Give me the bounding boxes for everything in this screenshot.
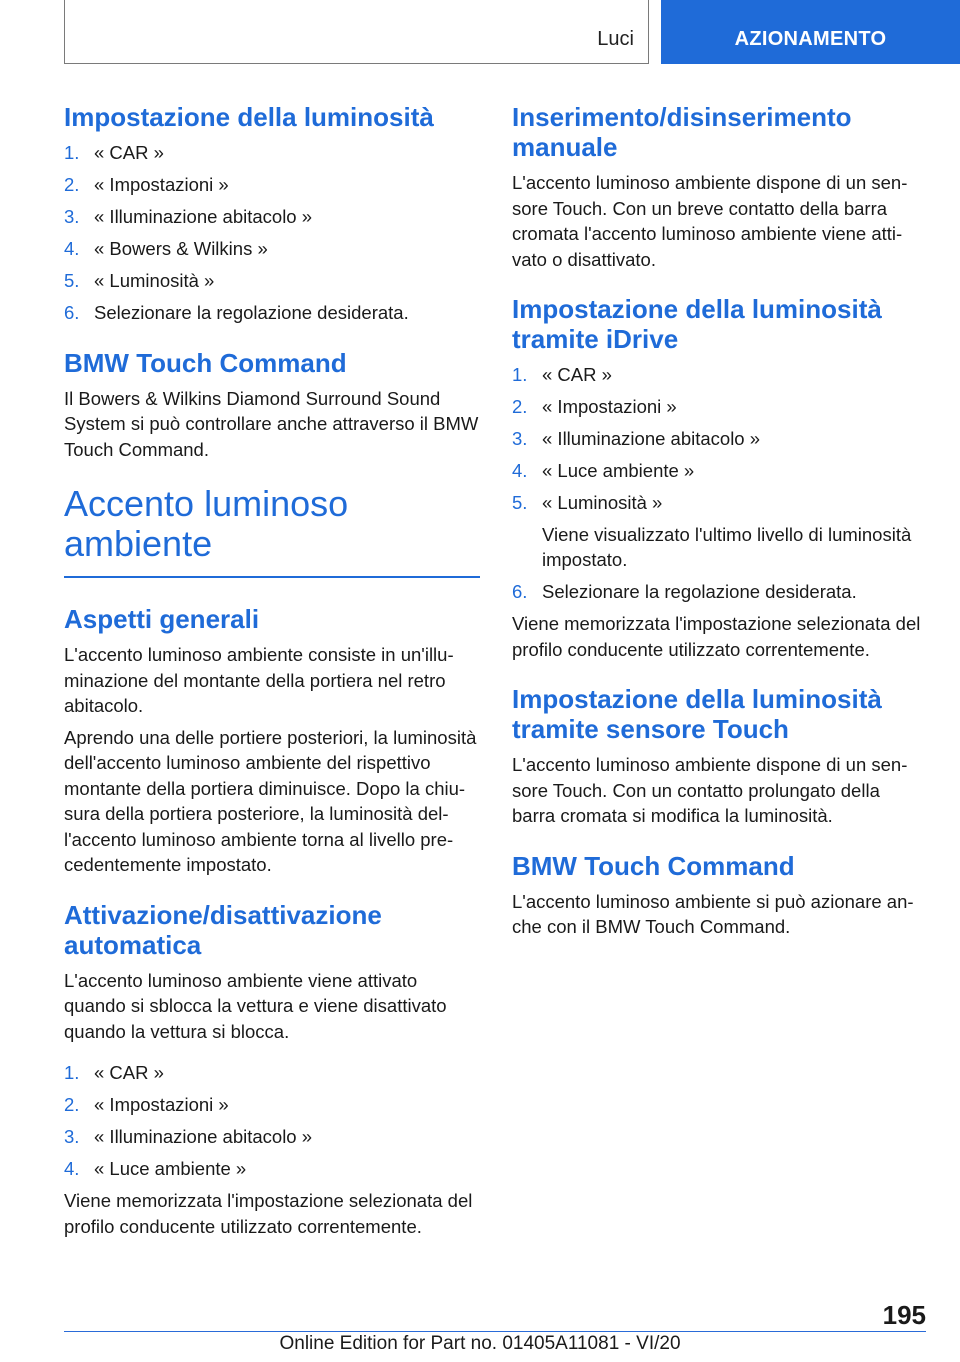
step-text: « Illuminazione abitacolo »	[542, 428, 761, 449]
step-number: 5.	[512, 492, 528, 513]
step-number: 3.	[64, 206, 80, 227]
list-item	[512, 458, 926, 484]
section-title: BMW Touch Command	[512, 850, 795, 881]
list-item	[64, 300, 480, 326]
step-number: 1.	[512, 364, 528, 385]
page-header	[0, 0, 960, 66]
step-text: « Impostazioni »	[542, 396, 677, 417]
list-item	[64, 204, 480, 230]
paragraph: L'accento luminoso ambiente dispone di un sensore Touch. Con un breve contatto della barra cromata l'accento luminoso ambiente viene attivato o disattivato.	[512, 172, 908, 270]
chapter-title: Accento luminoso ambiente	[64, 483, 349, 564]
paragraph: L'accento luminoso ambiente consiste in un'illuminazione del montante della portiera nel retro abitacolo.	[64, 644, 454, 716]
list-item	[64, 1060, 480, 1086]
step-number: 3.	[64, 1126, 80, 1147]
step-number: 5.	[64, 270, 80, 291]
section-touch-command	[64, 348, 480, 463]
step-number: 4.	[512, 460, 528, 481]
step-number: 2.	[64, 174, 80, 195]
step-text: « Luce ambiente »	[94, 1158, 247, 1179]
step-number: 3.	[512, 428, 528, 449]
step-number: 6.	[512, 581, 528, 602]
list-item	[64, 268, 480, 294]
paragraph: Aprendo una delle portiere posteriori, la luminosità dell'accento luminoso ambiente del rispettivo montante della portiera diminuisce. Dopo la chiusura della portiera posteriore, la luminosità dell'accento luminoso ambiente torna al livello precedentemente impostato.	[64, 726, 477, 875]
step-text: Selezionare la regolazione desiderata.	[542, 581, 857, 602]
step-number: 6.	[64, 302, 80, 323]
step-text: « Impostazioni »	[94, 1094, 229, 1115]
section-touch-command	[512, 851, 926, 940]
edition-text: Online Edition for Part no. 01405A11081 - VI/20	[279, 1333, 681, 1354]
list-item	[64, 236, 480, 262]
steps-list	[64, 140, 480, 326]
list-item	[512, 579, 926, 605]
section-title: BMW Touch Command	[64, 347, 347, 378]
chapter-rule	[64, 576, 480, 578]
step-number: 4.	[64, 1158, 80, 1179]
paragraph: L'accento luminoso ambiente viene attivato quando si sblocca la vettura e viene disattivato quando la vettura si blocca.	[64, 969, 447, 1042]
step-text: « CAR »	[542, 364, 612, 385]
list-item	[512, 362, 926, 388]
step-text: « CAR »	[94, 142, 164, 163]
paragraph: L'accento luminoso ambiente dispone di un sensore Touch. Con un contatto prolungato della barra cromata si modifica la luminosità.	[512, 754, 908, 826]
section-brightness-touch	[512, 684, 926, 829]
step-number: 2.	[64, 1094, 80, 1115]
left-column	[64, 102, 480, 1261]
list-item	[64, 172, 480, 198]
step-text: « Luminosità »	[542, 492, 663, 513]
list-item	[512, 490, 926, 573]
section-label: Luci	[597, 28, 634, 50]
step-text: « Luminosità »	[94, 270, 215, 291]
step-note: Viene visualizzato l'ultimo livello di luminosità impostato.	[542, 523, 912, 570]
list-item	[512, 426, 926, 452]
list-item	[512, 394, 926, 420]
chapter-label: AZIONAMENTO	[734, 28, 887, 50]
step-number: 1.	[64, 1062, 80, 1083]
list-item	[64, 1156, 480, 1182]
list-item	[64, 1124, 480, 1150]
section-title: Impostazione della luminosità tramite iDrive	[512, 294, 882, 354]
section-brightness-idrive	[512, 294, 926, 662]
step-text: « Bowers & Wilkins »	[94, 238, 268, 259]
section-tab	[64, 0, 649, 64]
paragraph: Viene memorizzata l'impostazione selezionata del profilo conducente utilizzato correntemente.	[64, 1190, 473, 1237]
section-title: Aspetti generali	[64, 604, 260, 634]
steps-list	[512, 362, 926, 605]
section-manual-toggle	[512, 102, 926, 272]
section-title: Inserimento/disinserimento manuale	[512, 102, 852, 162]
paragraph: Viene memorizzata l'impostazione selezionata del profilo conducente utilizzato correntemente.	[512, 613, 921, 660]
footer-rule	[64, 1331, 926, 1332]
section-title: Attivazione/disattivazione automatica	[64, 899, 382, 960]
step-text: Selezionare la regolazione desiderata.	[94, 302, 409, 323]
paragraph: Il Bowers & Wilkins Diamond Surround Sound System si può controllare anche attraverso il BMW Touch Command.	[64, 387, 479, 460]
list-item	[64, 1092, 480, 1118]
section-brightness	[64, 102, 480, 326]
page-number: 195	[882, 1300, 926, 1330]
steps-list	[64, 1060, 480, 1182]
step-text: « Luce ambiente »	[542, 460, 695, 481]
step-text: « Impostazioni »	[94, 174, 229, 195]
step-number: 2.	[512, 396, 528, 417]
step-number: 1.	[64, 142, 80, 163]
step-text: « CAR »	[94, 1062, 164, 1083]
step-text-with-note	[542, 490, 926, 573]
step-text: « Illuminazione abitacolo »	[94, 206, 313, 227]
section-title: Impostazione della luminosità	[64, 102, 434, 132]
section-auto-activation	[64, 900, 480, 1240]
list-item	[64, 140, 480, 166]
section-overview	[64, 604, 480, 878]
section-title: Impostazione della luminosità tramite sensore Touch	[512, 684, 882, 744]
chapter-tab	[661, 0, 960, 64]
step-text: « Illuminazione abitacolo »	[94, 1126, 313, 1147]
step-number: 4.	[64, 238, 80, 259]
right-column	[512, 102, 926, 962]
paragraph: L'accento luminoso ambiente si può azionare anche con il BMW Touch Command.	[512, 890, 914, 937]
